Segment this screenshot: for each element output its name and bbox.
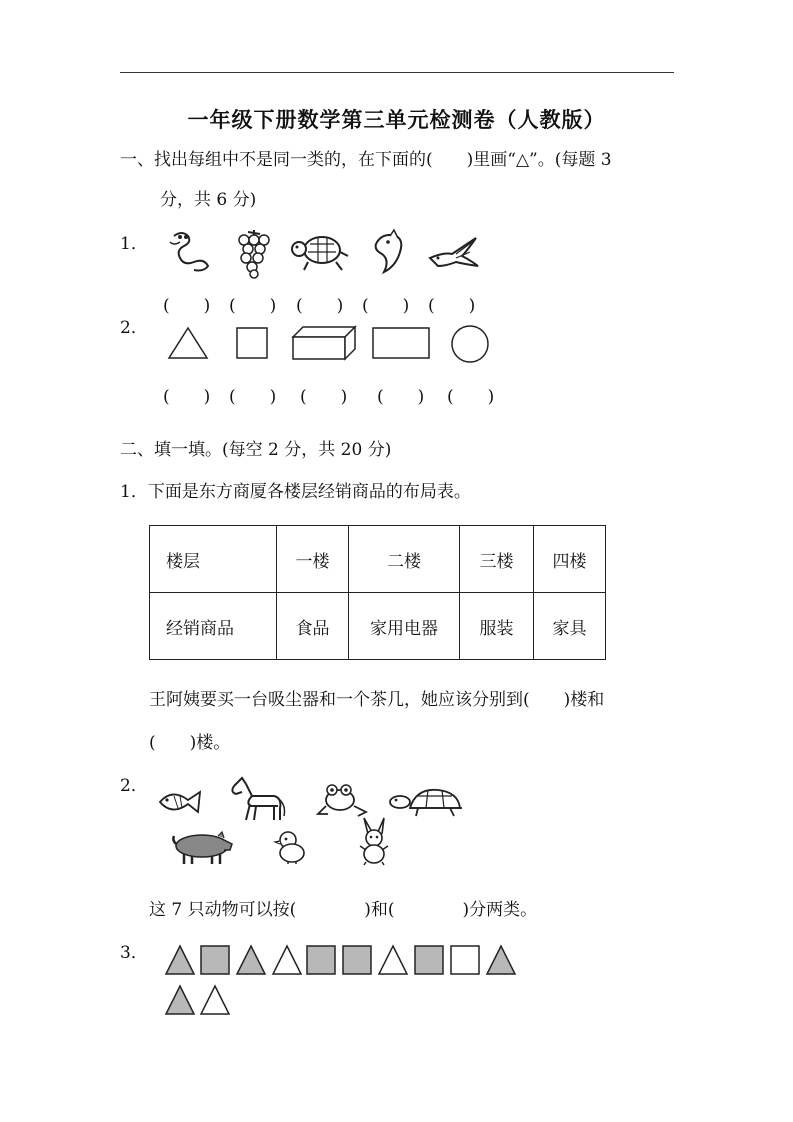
section1-heading-line2: 分，共 6 分) <box>160 190 257 210</box>
section2-q2-number: 2． <box>120 776 148 796</box>
grapes-icon <box>234 228 274 278</box>
section2-q1-question-line2: ( )楼。 <box>149 733 231 753</box>
section2-heading: 二、填一填。(每空 2 分，共 20 分) <box>120 440 392 460</box>
q1-answer-blank[interactable]: ( ) <box>296 296 344 316</box>
gray-square <box>343 946 371 974</box>
shape-sequence-row2 <box>165 985 235 1015</box>
swallow-icon <box>426 232 480 272</box>
gray-square <box>201 946 229 974</box>
tortoise-icon <box>388 786 466 822</box>
section2-q2-question: 这 7 只动物可以按( )和( )分两类。 <box>149 900 538 920</box>
q2-answer-blank[interactable]: ( ) <box>229 387 277 407</box>
section2-q1-intro: 1．下面是东方商厦各楼层经销商品的布局表。 <box>120 482 471 502</box>
table-cell: 四楼 <box>534 526 606 593</box>
dolphin-icon <box>368 230 408 276</box>
q1-answer-blank[interactable]: ( ) <box>428 296 476 316</box>
gray-triangle <box>487 946 515 974</box>
q1-answer-blank[interactable]: ( ) <box>163 296 211 316</box>
table-cell: 服装 <box>460 593 534 660</box>
white-triangle <box>273 946 301 974</box>
white-triangle <box>379 946 407 974</box>
gray-square <box>415 946 443 974</box>
gray-triangle <box>237 946 265 974</box>
table-cell: 一楼 <box>277 526 349 593</box>
section2-q3-number: 3． <box>120 943 148 963</box>
q2-answer-blank[interactable]: ( ) <box>447 387 495 407</box>
turtle-icon <box>290 232 350 272</box>
gray-triangle <box>166 946 194 974</box>
gray-square <box>307 946 335 974</box>
shape-sequence-row1 <box>165 945 525 975</box>
table-row <box>150 593 606 660</box>
table-cell: 家用电器 <box>349 593 460 660</box>
table-cell: 经销商品 <box>150 593 277 660</box>
table-cell: 三楼 <box>460 526 534 593</box>
frog-icon <box>314 782 368 818</box>
q1-answer-blank[interactable]: ( ) <box>229 296 277 316</box>
q1-number: 1． <box>120 234 148 254</box>
floor-layout-table <box>149 525 606 660</box>
triangle-shape <box>168 327 208 359</box>
horse-icon <box>228 776 286 822</box>
section2-q1-question-line1: 王阿姨要买一台吸尘器和一个茶几，她应该分别到( )楼和 <box>149 690 605 710</box>
q2-number: 2． <box>120 318 148 338</box>
snake-icon <box>164 228 216 278</box>
white-triangle <box>201 986 229 1014</box>
fish-icon <box>158 788 202 816</box>
q2-answer-blank[interactable]: ( ) <box>300 387 348 407</box>
section1-heading-line1: 一、找出每组中不是同一类的，在下面的( )里画“△”。(每题 3 <box>120 150 612 170</box>
header-rule <box>120 72 674 73</box>
rabbit-icon <box>356 816 392 866</box>
table-cell: 食品 <box>277 593 349 660</box>
gray-triangle <box>166 986 194 1014</box>
rectangle-shape <box>372 327 430 359</box>
cuboid-shape <box>292 326 356 360</box>
white-square <box>451 946 479 974</box>
q2-answer-blank[interactable]: ( ) <box>163 387 211 407</box>
table-row <box>150 526 606 593</box>
square-shape <box>236 327 268 359</box>
table-cell: 二楼 <box>349 526 460 593</box>
chick-icon <box>274 830 308 864</box>
table-cell: 楼层 <box>150 526 277 593</box>
q2-answer-blank[interactable]: ( ) <box>377 387 425 407</box>
table-cell: 家具 <box>534 593 606 660</box>
page-title: 一年级下册数学第三单元检测卷（人教版） <box>187 108 606 132</box>
pig-icon <box>170 830 236 866</box>
q1-answer-blank[interactable]: ( ) <box>362 296 410 316</box>
circle-shape <box>450 325 492 363</box>
